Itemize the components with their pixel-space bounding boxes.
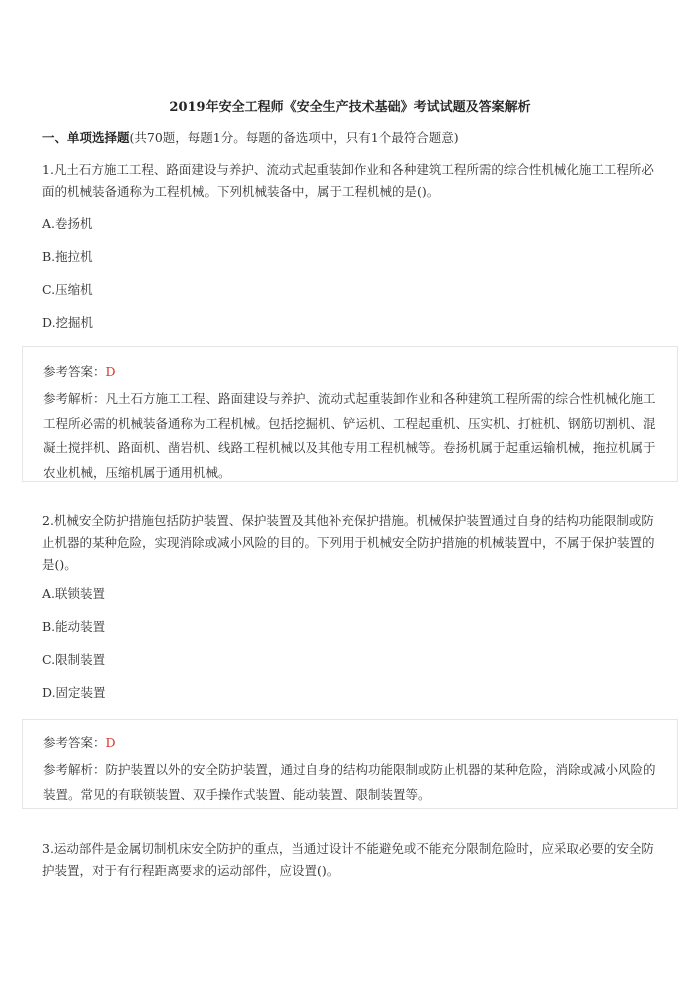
question-2-option-a: A.联锁装置 xyxy=(42,586,106,601)
question-1-stem: 1.凡土石方施工工程、路面建设与养护、流动式起重装卸作业和各种建筑工程所需的综合性机械化施工工程所必面的机械装备通称为工程机械。下列机械装备中，属于工程机械的是()。 xyxy=(42,162,654,199)
question-1-option-d: D.挖掘机 xyxy=(42,315,94,330)
question-3-stem: 3.运动部件是金属切制机床安全防护的重点，当通过设计不能避免或不能充分限制危险时，应采取必要的安全防护装置，对于有行程距离要求的运动部件，应设置()。 xyxy=(42,841,654,878)
question-2-option-c: C.限制装置 xyxy=(42,652,106,667)
document-title: 2019年安全工程师《安全生产技术基础》考试试题及答案解析 xyxy=(169,100,531,115)
section-heading-label: 一、单项选择题 xyxy=(42,130,130,145)
question-1-answer xyxy=(43,363,116,381)
question-1-answer-box xyxy=(22,346,678,482)
question-1-option-b: B.拖拉机 xyxy=(42,249,93,264)
question-1-answer-value: D xyxy=(105,364,116,379)
question-2-analysis: 参考解析：防护装置以外的安全防护装置，通过自身的结构功能限制或防止机器的某种危险，消除或减小风险的装置。常见的有联锁装置、双手操作式装置、能动装置、限制装置等。 xyxy=(43,762,656,802)
question-2-answer xyxy=(43,734,116,752)
question-2-answer-value: D xyxy=(105,735,116,750)
question-1-option-c: C.压缩机 xyxy=(42,282,93,297)
question-2-answer-box xyxy=(22,719,678,809)
question-1-analysis: 参考解析：凡土石方施工工程、路面建设与养护、流动式起重装卸作业和各种建筑工程所需的综合性机械化施工工程所必需的机械装备通称为工程机械。包括挖掘机、铲运机、工程起重机、压实机、打桩机、钢筋切割机、混凝土搅拌机、路面机、凿岩机、线路工程机械以及其他专用工程机械等。卷扬机属于起重运输机械，拖拉机属于农业机械，压缩机属于通用机械。 xyxy=(43,391,656,480)
question-2-stem: 2.机械安全防护措施包括防护装置、保护装置及其他补充保护措施。机械保护装置通过自身的结构功能限制或防止机器的某种危险，实现消除或减小风险的目的。下列用于机械安全防护措施的机械装置中，不属于保护装置的是()。 xyxy=(42,513,655,572)
section-heading xyxy=(42,128,459,146)
question-2-option-d: D.固定装置 xyxy=(42,685,106,700)
question-1-answer-label: 参考答案： xyxy=(43,364,106,379)
question-2-option-b: B.能动装置 xyxy=(42,619,106,634)
question-1-option-a: A.卷扬机 xyxy=(42,216,93,231)
section-heading-note: (共70题，每题1分。每题的备选项中，只有1个最符合题意) xyxy=(129,130,459,145)
question-2-answer-label: 参考答案： xyxy=(43,735,106,750)
